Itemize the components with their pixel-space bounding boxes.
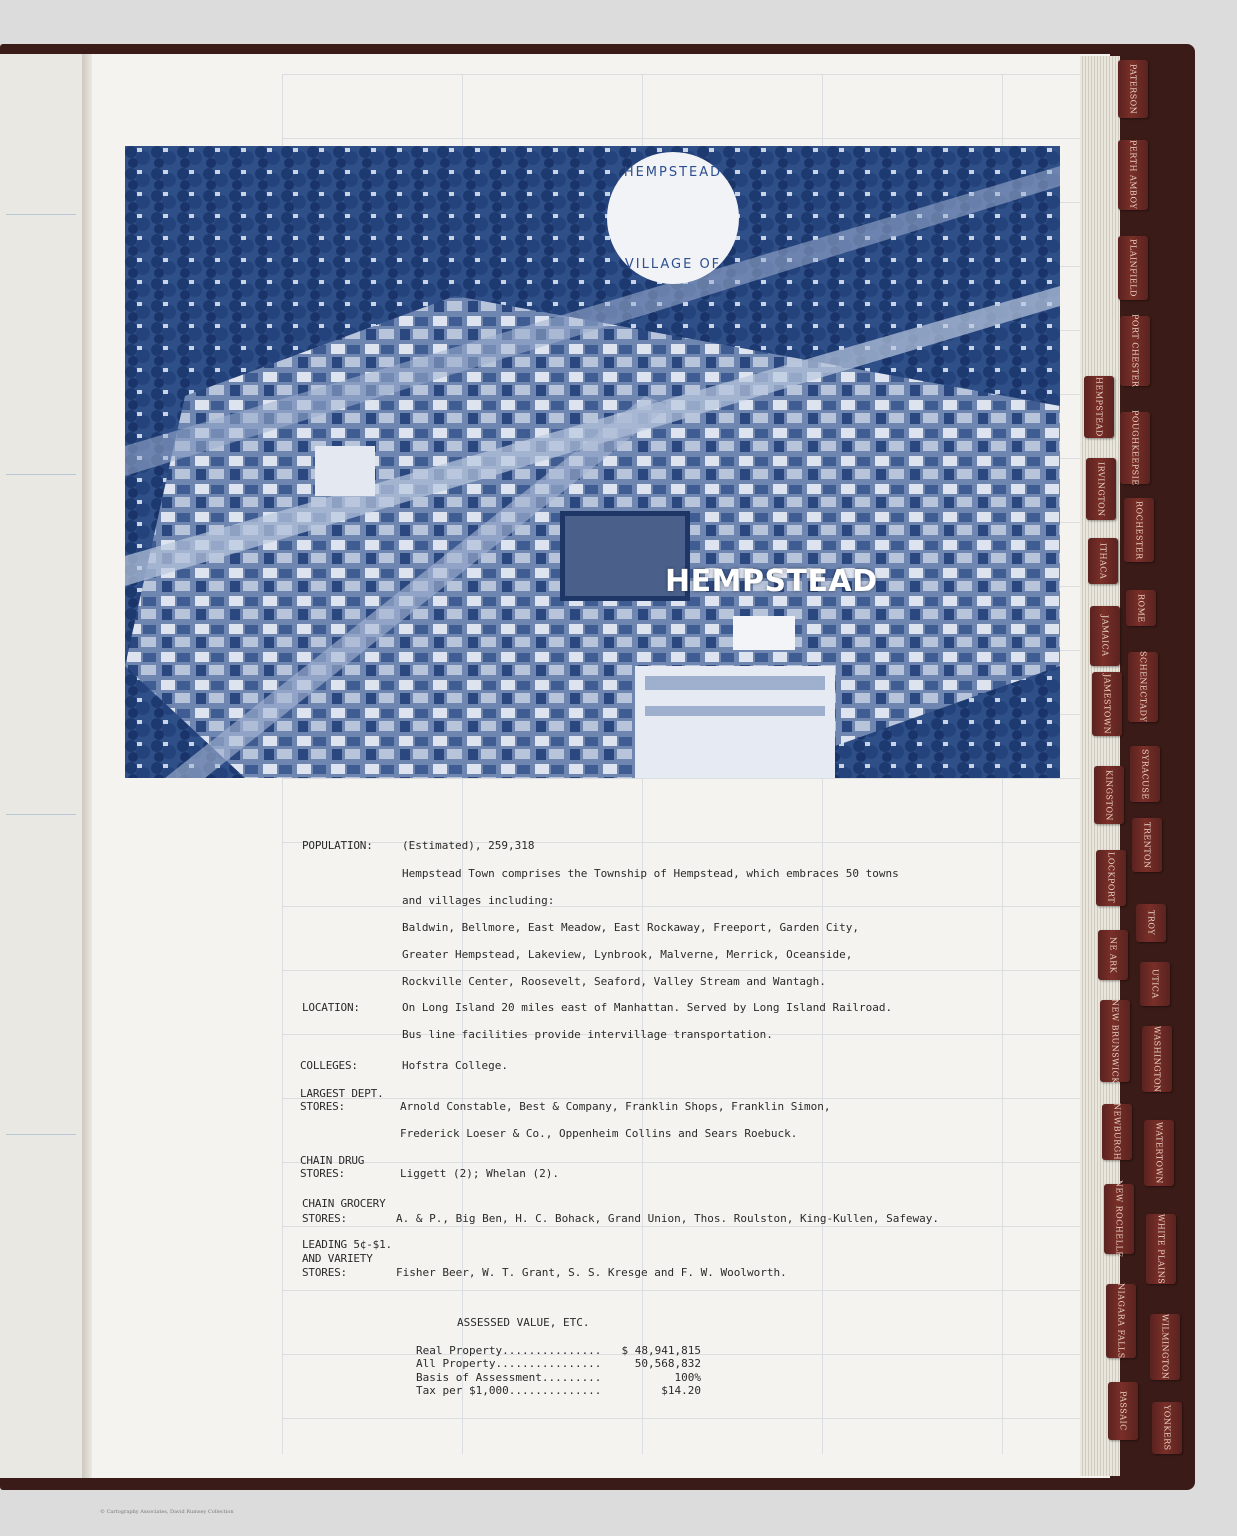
drug-stores-label-2: STORES: [300, 1167, 345, 1180]
assessed-row-value: $ 48,941,815 [621, 1344, 701, 1357]
colleges-value: Hofstra College. [402, 1059, 508, 1072]
tab-paterson[interactable]: PATERSON [1118, 60, 1148, 118]
photo-label: HEMPSTEAD [665, 564, 878, 599]
population-value: (Estimated), 259,318 [402, 839, 535, 852]
drug-stores-label-1: CHAIN DRUG [300, 1154, 365, 1167]
ghost-line [6, 214, 76, 215]
assessed-row-label: All Property................ [416, 1357, 602, 1370]
grocery-stores-label-2: STORES: [302, 1212, 347, 1225]
tab-perth-amboy[interactable]: PERTH AMBOY [1118, 140, 1148, 210]
location-label: LOCATION: [302, 1001, 360, 1014]
grocery-stores-value: A. & P., Big Ben, H. C. Bohack, Grand Union, Thos. Roulston, King-Kullen, Safeway. [396, 1212, 940, 1225]
assessed-row-value: 100% [674, 1371, 701, 1384]
tab-plainfield[interactable]: PLAINFIELD [1118, 236, 1148, 300]
tab-jamaica[interactable]: JAMAICA [1090, 606, 1120, 666]
tab-jamestown[interactable]: JAMESTOWN [1092, 672, 1122, 736]
location-line-2: Bus line facilities provide intervillage transportation. [402, 1028, 773, 1041]
variety-stores-label-3: STORES: [302, 1266, 347, 1279]
colleges-label: COLLEGES: [300, 1059, 358, 1072]
tab-ithaca[interactable]: ITHACA [1088, 538, 1118, 584]
tab-hempstead[interactable]: HEMPSTEAD [1084, 376, 1114, 438]
population-desc-2: and villages including: [402, 894, 555, 907]
tab-rome[interactable]: ROME [1126, 590, 1156, 626]
tab-irvington[interactable]: IRVINGTON [1086, 458, 1116, 520]
drug-stores-value: Liggett (2); Whelan (2). [400, 1167, 559, 1180]
grocery-stores-label-1: CHAIN GROCERY [302, 1197, 386, 1210]
location-line-1: On Long Island 20 miles east of Manhattan. Served by Long Island Railroad. [402, 1001, 893, 1014]
population-towns-2: Greater Hempstead, Lakeview, Lynbrook, Malverne, Merrick, Oceanside, [402, 948, 853, 961]
tab-syracuse[interactable]: SYRACUSE [1130, 746, 1160, 802]
assessed-row-label: Real Property............... [416, 1344, 602, 1357]
tab-kingston[interactable]: KINGSTON [1094, 766, 1124, 824]
assessed-row-label: Tax per $1,000.............. [416, 1384, 602, 1397]
tab-rochester[interactable]: ROCHESTER [1124, 498, 1154, 562]
tab-washington[interactable]: WASHINGTON [1142, 1026, 1172, 1092]
collection-credit: © Cartography Associates, David Rumsey Collection [100, 1509, 234, 1515]
dept-stores-label-1: LARGEST DEPT. [300, 1087, 384, 1100]
assessed-row-value: $14.20 [661, 1384, 701, 1397]
dept-stores-line-2: Frederick Loeser & Co., Oppenheim Collins and Sears Roebuck. [400, 1127, 798, 1140]
population-label: POPULATION: [302, 839, 373, 852]
tab-wilmington[interactable]: WILMINGTON [1150, 1314, 1180, 1380]
aerial-photo-drawing [125, 146, 1060, 778]
variety-stores-label-2: AND VARIETY [302, 1252, 373, 1265]
seal-text-bottom: VILLAGE OF [624, 257, 722, 272]
variety-stores-label-1: LEADING 5¢-$1. [302, 1238, 392, 1251]
population-desc-1: Hempstead Town comprises the Township of Hempstead, which embraces 50 towns [402, 867, 899, 880]
population-towns-1: Baldwin, Bellmore, East Meadow, East Rockaway, Freeport, Garden City, [402, 921, 859, 934]
assessed-row-label: Basis of Assessment......... [416, 1371, 602, 1384]
ghost-line [6, 474, 76, 475]
ghost-line [6, 1134, 76, 1135]
assessed-heading: ASSESSED VALUE, ETC. [457, 1316, 590, 1329]
tab-white-plains[interactable]: WHITE PLAINS [1146, 1214, 1176, 1284]
tab-newark[interactable]: NE ARK [1098, 930, 1128, 980]
tab-newburgh[interactable]: NEWBURGH [1102, 1104, 1132, 1160]
tab-troy[interactable]: TROY [1136, 904, 1166, 942]
dept-stores-label-2: STORES: [300, 1100, 345, 1113]
tab-poughkeepsie[interactable]: POUGHKEEPSIE [1120, 412, 1150, 484]
tab-utica[interactable]: UTICA [1140, 962, 1170, 1006]
tab-trenton[interactable]: TRENTON [1132, 818, 1162, 872]
aerial-photo [125, 146, 1060, 778]
tab-watertown[interactable]: WATERTOWN [1144, 1120, 1174, 1186]
tab-passaic[interactable]: PASSAIC [1108, 1382, 1138, 1440]
tab-new-brunswick[interactable]: NEW BRUNSWICK [1100, 1000, 1130, 1082]
seal-text-top: HEMPSTEAD [623, 165, 723, 180]
tab-lockport[interactable]: LOCKPORT [1096, 850, 1126, 906]
tab-new-rochelle[interactable]: NEW ROCHELLE [1104, 1184, 1134, 1254]
tab-port-chester[interactable]: PORT CHESTER [1120, 316, 1150, 386]
population-towns-3: Rockville Center, Roosevelt, Seaford, Valley Stream and Wantagh. [402, 975, 826, 988]
ghost-line [6, 814, 76, 815]
left-page [0, 54, 87, 1478]
assessed-row-value: 50,568,832 [634, 1357, 701, 1370]
tab-yonkers[interactable]: YONKERS [1152, 1402, 1182, 1454]
tab-schenectady[interactable]: SCHENECTADY [1128, 652, 1158, 722]
variety-stores-value: Fisher Beer, W. T. Grant, S. S. Kresge and F. W. Woolworth. [396, 1266, 787, 1279]
dept-stores-line-1: Arnold Constable, Best & Company, Franklin Shops, Franklin Simon, [400, 1100, 831, 1113]
tab-niagara-falls[interactable]: NIAGARA FALLS [1106, 1284, 1136, 1358]
